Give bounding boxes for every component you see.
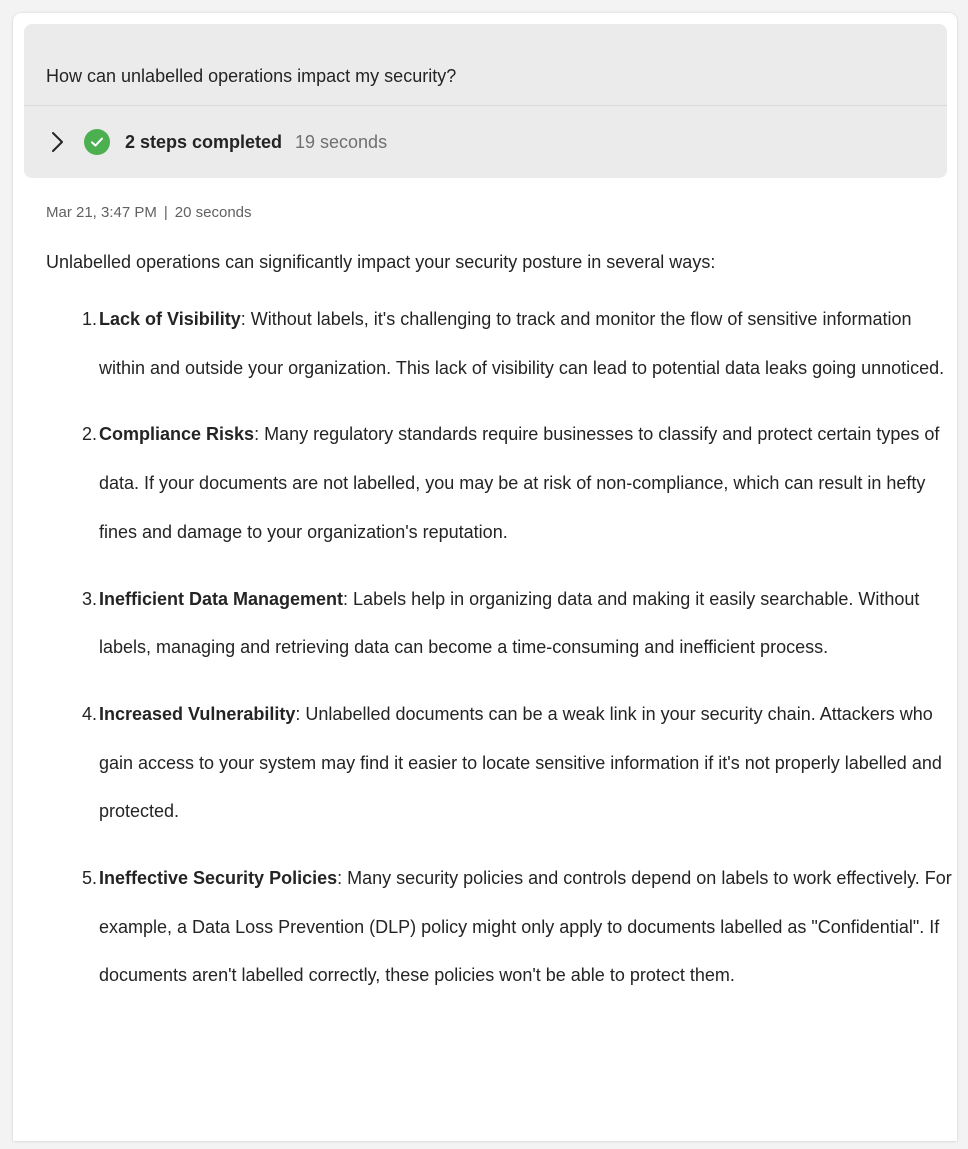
list-item-term: Increased Vulnerability	[99, 703, 296, 724]
steps-status-label: 2 steps completed	[125, 132, 283, 152]
list-item-text: : Many security policies and controls depend on labels to work effectively. For example, a Data Loss Prevention (DLP) policy might only apply to documents labelled as "Confidential". If documents aren't labelled correctly, these policies won't be able to protect them.	[99, 868, 952, 986]
list-item-number: 3.	[81, 588, 97, 609]
meta-separator: |	[163, 204, 168, 221]
check-circle-icon	[84, 129, 110, 155]
steps-toggle[interactable]	[24, 106, 947, 178]
list-item-text: : Labels help in organizing data and making it easily searchable. Without labels, managing and retrieving data can become a time-consuming and inefficient process.	[99, 588, 920, 658]
list-item-term: Inefficient Data Management	[99, 588, 344, 609]
response-meta	[46, 204, 252, 222]
user-prompt-text: How can unlabelled operations impact my security?	[46, 66, 457, 86]
list-item-term: Ineffective Security Policies	[99, 868, 338, 889]
user-prompt-box	[24, 24, 947, 178]
response-duration: 20 seconds	[174, 204, 252, 221]
list-item-term: Lack of Visibility	[99, 309, 241, 329]
response-timestamp: Mar 21, 3:47 PM	[46, 204, 157, 221]
list-item-text: : Unlabelled documents can be a weak link in your security chain. Attackers who gain access to your system may find it easier to locate sensitive information if it's not properly labelled and protected.	[99, 703, 942, 822]
list-item-text: : Without labels, it's challenging to track and monitor the flow of sensitive information within and outside your organization. This lack of visibility can lead to potential data leaks going unnoticed.	[99, 309, 945, 378]
list-item-term: Compliance Risks	[99, 424, 255, 445]
list-item-number: 1.	[81, 309, 97, 329]
list-item-number: 2.	[81, 424, 97, 445]
response-list	[46, 295, 957, 1018]
chat-response-card	[13, 13, 957, 1141]
list-item-number: 5.	[81, 868, 97, 889]
response-intro: Unlabelled operations can significantly impact your security posture in several ways:	[46, 252, 716, 272]
list-item-text: : Many regulatory standards require businesses to classify and protect certain types of data. If your documents are not labelled, you may be at risk of non-compliance, which can result in hefty fines and damage to your organization's reputation.	[99, 424, 940, 542]
list-item-number: 4.	[81, 703, 97, 724]
steps-duration: 19 seconds	[295, 132, 388, 152]
list-item	[81, 854, 957, 1000]
list-item	[81, 575, 957, 672]
chevron-right-icon[interactable]	[45, 130, 69, 154]
list-item	[81, 690, 957, 836]
list-item	[81, 295, 957, 392]
list-item	[81, 410, 957, 556]
